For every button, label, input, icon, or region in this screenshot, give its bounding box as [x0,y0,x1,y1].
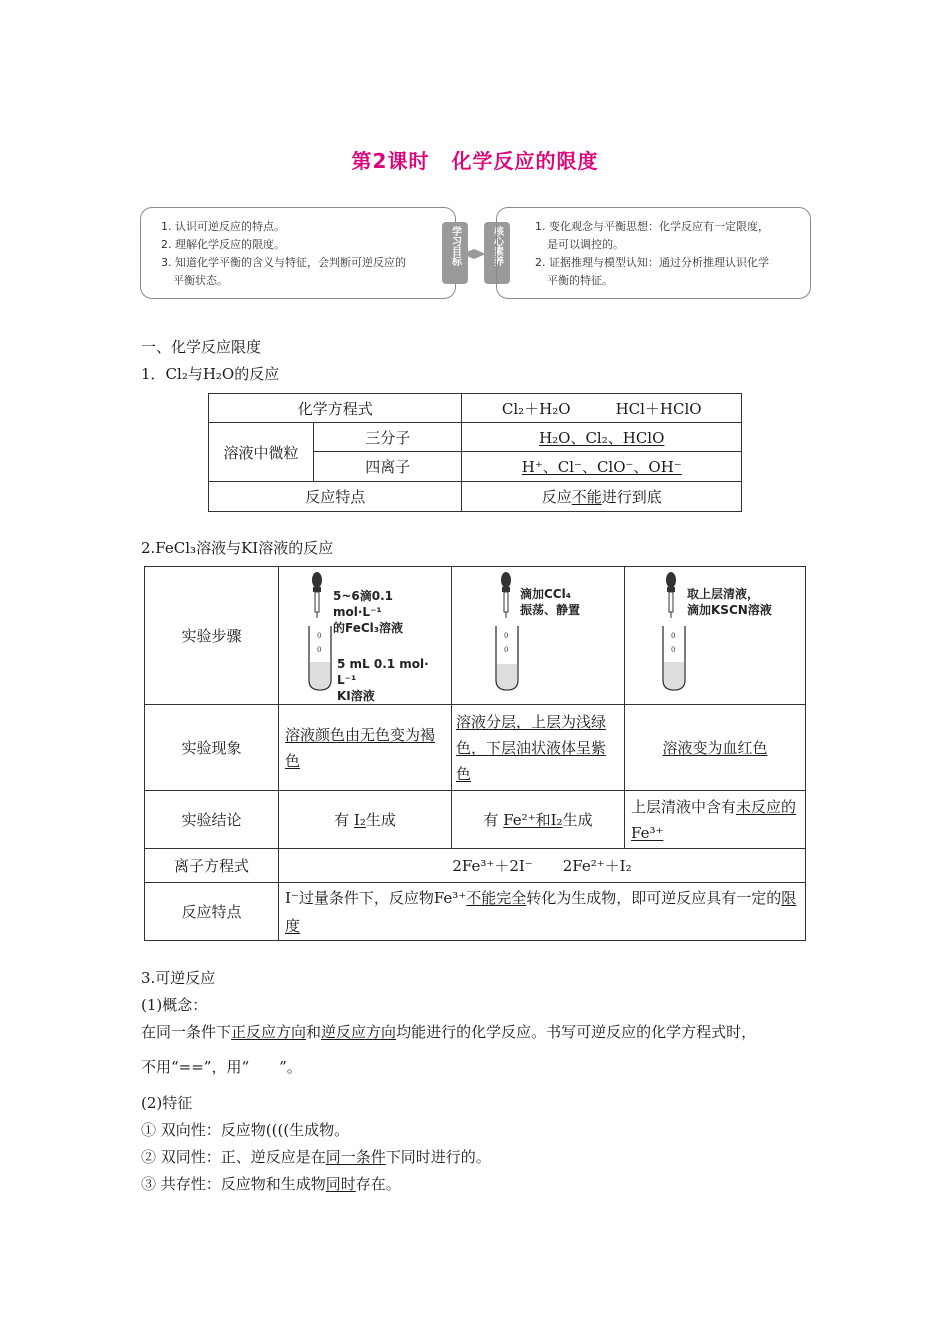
dropper-icon [661,570,681,620]
core-item: 平衡的特征。 [547,274,613,287]
goal-item: 平衡状态。 [173,274,228,287]
table-cell: H⁺、Cl⁻、ClO⁻、OH⁻ [462,452,742,482]
svg-text:0: 0 [317,645,322,654]
step1-cell [279,567,452,705]
item-heading: 1．Cl₂与H₂O的反应 [141,365,280,383]
step1-top-label2: 的FeCl₃溶液 [333,620,404,635]
table-cell: 溶液中微粒 [209,423,314,482]
table-cell: 实验结论 [145,791,279,849]
table-cell: 溶液颜色由无色变为褐色 [279,705,452,791]
sub-heading: (1)概念： [141,996,208,1014]
svg-text:0: 0 [671,645,676,654]
core-literacy-box [496,207,811,299]
svg-text:0: 0 [504,631,509,640]
dropper-icon [307,570,327,620]
step1-top-label: 5~6滴0.1 mol·L⁻¹ [333,588,394,619]
lesson-topic: 化学反应的限度 [451,149,599,173]
step2-cell [452,567,625,705]
feature-item: ② 双同性：正、逆反应是在同一条件下同时进行的。 [141,1148,491,1166]
step2-label: 滴加CCl₄ [520,586,571,601]
table-cell: 上层清液中含有未反应的Fe³⁺ [625,791,806,849]
table-cell: 有 Fe²⁺和I₂生成 [452,791,625,849]
table-cell: I⁻过量条件下，反应物Fe³⁺不能完全转化为生成物，即可逆反应具有一定的限度 [279,883,806,941]
step3-label2: 滴加KSCN溶液 [687,602,772,617]
learning-goals-box [140,207,456,299]
core-literacy-tag: 核心素养 [484,222,510,284]
section-heading: 一、化学反应限度 [141,338,262,356]
test-tube-icon [305,624,335,692]
table-cell: 三分子 [314,423,462,452]
page-title [0,145,950,174]
fecl3-ki-table [144,566,806,941]
test-tube-icon [492,624,522,692]
table-cell: 四离子 [314,452,462,482]
goal-item: 3. 知道化学平衡的含义与特征，会判断可逆反应的 [161,256,406,269]
svg-text:0: 0 [317,631,322,640]
item-heading: 2.FeCl₃溶液与KI溶液的反应 [141,539,334,557]
lesson-number: 第2课时 [351,149,430,173]
core-item: 是可以调控的。 [547,238,624,251]
table-cell: 实验现象 [145,705,279,791]
svg-text:0: 0 [504,645,509,654]
table-cell: H₂O、Cl₂、HClO [462,423,742,452]
svg-text:0: 0 [671,631,676,640]
table-cell: 实验步骤 [145,567,279,705]
table-cell: 溶液分层，上层为浅绿色，下层油状液体呈紫色 [452,705,625,791]
table-cell: 化学方程式 [209,394,462,423]
concept-text: 在同一条件下正反应方向和逆反应方向均能进行的化学反应。书写可逆反应的化学方程式时， [141,1023,757,1041]
table-cell: 有 I₂生成 [279,791,452,849]
table-cell: 反应不能进行到底 [462,482,742,512]
equation-cell: Cl₂＋H₂O HCl＋HClO [462,394,742,423]
table-cell: 溶液变为血红色 [625,705,806,791]
item-heading: 3.可逆反应 [141,969,216,987]
goal-item: 1. 认识可逆反应的特点。 [161,220,285,233]
equation-cell: 2Fe³⁺＋2I⁻ 2Fe²⁺＋I₂ [279,849,806,883]
step1-bottom-label2: KI溶液 [337,688,375,703]
concept-text-2: 不用“==”，用“ ”。 [141,1058,302,1076]
test-tube-icon [659,624,689,692]
table-cell: 反应特点 [209,482,462,512]
sub-heading: (2)特征 [141,1094,193,1112]
table-cell: 离子方程式 [145,849,279,883]
step1-bottom-label: 5 mL 0.1 mol· L⁻¹ [337,656,429,687]
step2-label2: 振荡、静置 [520,602,581,617]
core-item: 2. 证据推理与模型认知：通过分析推理认识化学 [535,256,769,269]
feature-item: ③ 共存性：反应物和生成物同时存在。 [141,1175,401,1193]
feature-item: ① 双向性：反应物((((生成物。 [141,1121,350,1139]
learning-goals-tag: 学习目标 [442,222,468,284]
cl2-reaction-table [208,393,742,512]
step3-label: 取上层清液， [687,586,760,601]
goal-item: 2. 理解化学反应的限度。 [161,238,285,251]
table-cell: 反应特点 [145,883,279,941]
dropper-icon [496,570,516,620]
core-item: 1. 变化观念与平衡思想：化学反应有一定限度， [535,220,769,233]
step3-cell [625,567,806,705]
